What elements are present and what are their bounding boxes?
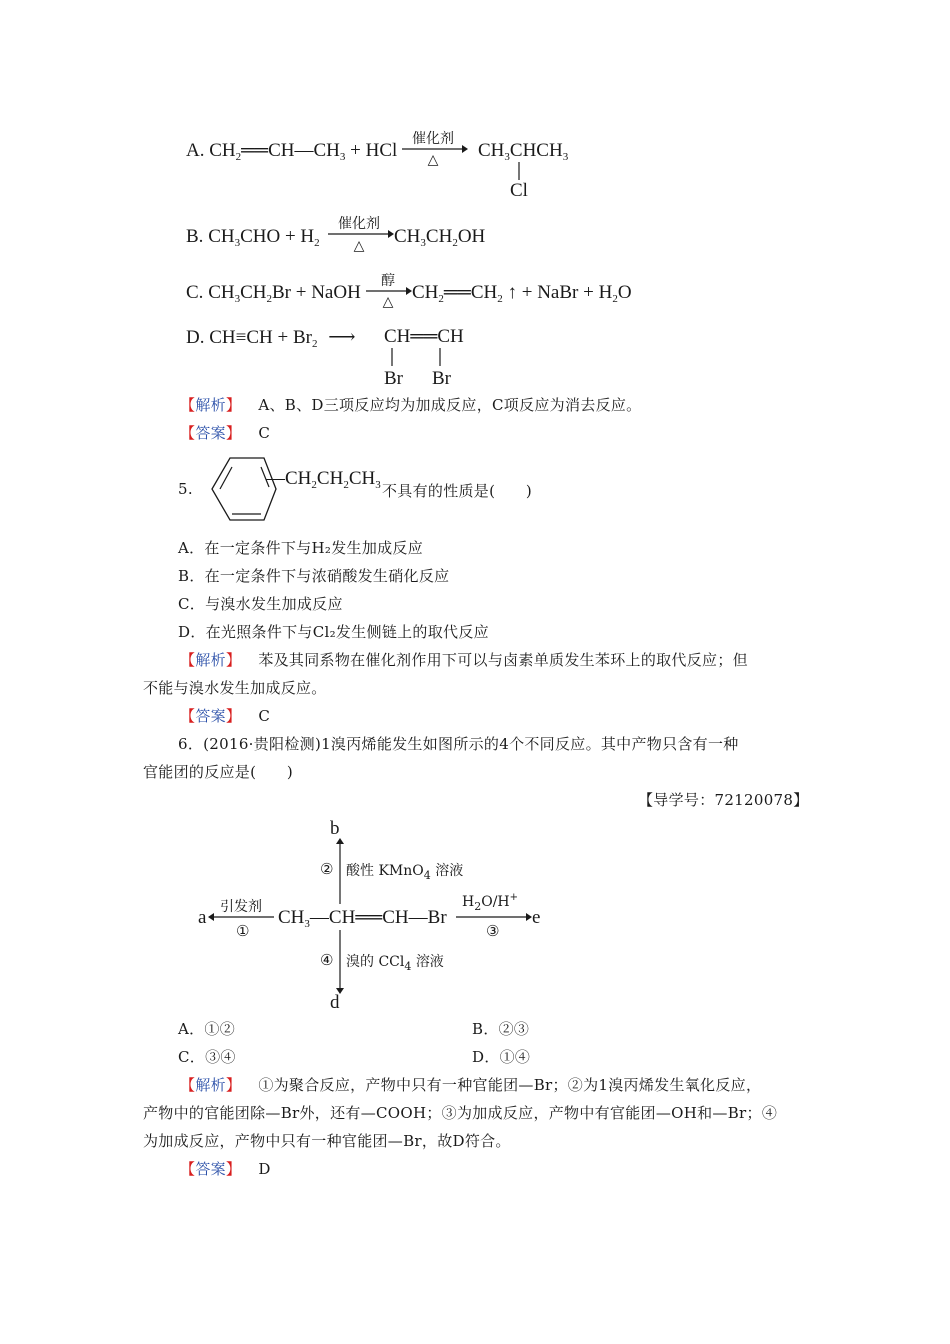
q5-number: 5. — [178, 480, 193, 498]
q6-option-b: B．②③ — [472, 1020, 530, 1038]
q5-option-d: D．在光照条件下与Cl₂发生侧链上的取代反应 — [178, 623, 489, 641]
q4a-bond-line — [517, 162, 521, 180]
q4b-product: $CH_3CH_2OH$ — [394, 226, 486, 249]
q4-option-c: C. $CH_3CH_2Br$ + NaOH — [186, 282, 361, 305]
q4-option-a: A. $CH_2══CH—CH_3$ + HCl — [186, 140, 398, 163]
q6-analysis-cont-2: 为加成反应，产物中只有一种官能团—Br，故D符合。 — [143, 1132, 511, 1150]
q6-guide-number: 【导学号：72120078】 — [638, 791, 809, 809]
q4a-catalyst-label: 催化剂 — [412, 131, 454, 147]
reaction-2-marker: ② — [320, 860, 334, 878]
q4a-cl: Cl — [510, 180, 528, 201]
q4b-heat-label: △ — [353, 238, 365, 254]
q5-answer: 【答案】 C — [180, 707, 271, 725]
q6-answer: 【答案】 D — [180, 1160, 271, 1178]
q4d-br-left: Br — [384, 368, 403, 389]
q4d-product: CH══CH — [384, 326, 464, 347]
q4c-product: $CH_2══CH_2$ ↑ + NaBr + $H_2O$ — [412, 282, 632, 305]
q6-analysis: 【解析】 ①为聚合反应，产物中只有一种官能团—Br；②为1溴丙烯发生氧化反应， — [180, 1076, 762, 1094]
ccl4-condition: 溴的 CCl$_4$ 溶液 — [346, 954, 444, 973]
h2o-condition: $H_2O/H^+$ — [462, 892, 519, 913]
q4c-alcohol-label: 醇 — [381, 273, 395, 289]
q4-analysis: 【解析】 A、B、D三项反应均为加成反应，C项反应为消去反应。 — [180, 396, 642, 414]
q4-answer: 【答案】 C — [180, 424, 271, 442]
product-d-label: d — [330, 992, 340, 1013]
kmno4-condition: 酸性 KMnO$_4$ 溶液 — [346, 863, 464, 882]
q4c-heat-label: △ — [382, 294, 394, 310]
initiator-condition: 引发剂 — [220, 899, 262, 915]
q4b-catalyst-label: 催化剂 — [338, 216, 380, 232]
q5-option-b: B．在一定条件下与浓硝酸发生硝化反应 — [178, 567, 450, 585]
arrow-down-d — [333, 930, 347, 994]
q5-analysis-cont: 不能与溴水发生加成反应。 — [143, 679, 327, 697]
q4-option-b: B. $CH_3CHO + H_2$ — [186, 226, 320, 249]
q6-stem-cont: 官能团的反应是( ) — [143, 763, 294, 781]
q6-option-d: D．①④ — [472, 1048, 531, 1066]
q4a-product: $CH_3CHCH_3$ — [478, 140, 569, 163]
q5-analysis: 【解析】 苯及其同系物在催化剂作用下可以与卤素单质发生苯环上的取代反应；但 — [180, 651, 748, 669]
q5-option-c: C．与溴水发生加成反应 — [178, 595, 343, 613]
q5-propyl-chain: $—CH_2CH_2CH_3$ — [266, 468, 381, 491]
q5-option-a: A．在一定条件下与H₂发生加成反应 — [178, 539, 424, 557]
q4a-heat-label: △ — [427, 152, 439, 168]
reaction-3-marker: ③ — [486, 922, 500, 940]
q6-stem: 6．(2016·贵阳检测)1溴丙烯能发生如图所示的4个不同反应。其中产物只含有一种 — [178, 735, 739, 753]
q6-analysis-cont-1: 产物中的官能团除—Br外，还有—COOH；③为加成反应，产物中有官能团—OH和—Br；④ — [143, 1104, 778, 1122]
q4-option-d: D. $CH\equiv CH + Br_2$ ⟶ — [186, 327, 356, 350]
reaction-1-marker: ① — [236, 922, 250, 940]
product-b-label: b — [330, 818, 340, 839]
1-bromopropene-structure: $CH_3—CH══CH—Br$ — [278, 907, 447, 930]
product-e-label: e — [532, 907, 541, 928]
q5-stem: 不具有的性质是( ) — [382, 482, 533, 500]
reaction-4-marker: ④ — [320, 951, 334, 969]
q4d-br-right: Br — [432, 368, 451, 389]
q4d-bond-lines — [388, 348, 448, 368]
q6-option-a: A．①② — [178, 1020, 236, 1038]
product-a-label: a — [198, 907, 207, 928]
arrow-up-b — [333, 838, 347, 904]
q6-option-c: C．③④ — [178, 1048, 236, 1066]
